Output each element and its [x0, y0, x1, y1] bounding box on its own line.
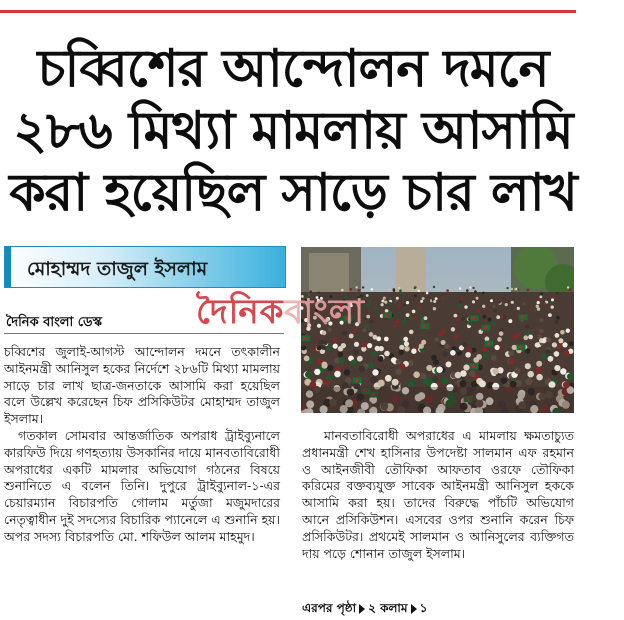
triangle-icon: [411, 604, 417, 614]
watermark-part-2: বাংলা: [284, 292, 366, 332]
left-paragraph-1: চব্বিশের জুলাই-আগস্ট আন্দোলন দমনে তৎকালীন আইনমন্ত্রী আনিসুল হকের নির্দেশে ২৮৬টি মিথ্যা মামলায় সাড়ে চার লাখ ছাত্র-জনতাকে আসামি করা হয়েছিল বলে উল্লেখ করেছেন চিফ প্রসিকিউটর মোহাম্মদ তাজুল ইসলাম।: [4, 344, 280, 427]
watermark-part-1: দৈনিক: [196, 292, 285, 332]
right-paragraph-1: মানবতাবিরোধী অপরাধের এ মামলায় ক্ষমতাচ্যুত প্রধানমন্ত্রী শেখ হাসিনার উপদেষ্টা সালমান এফ রহমান ও আইনজীবী তৌফিকা আফতাব ওরফে তৌফিকা করিমের বক্তব্যযুক্ত সাবেক আইনমন্ত্রী আনিসুল হককে আসামি করা হয়। তাদের বিরুদ্ধে পাঁচটি অভিযোগ আনে প্রসিকিউশন। এসবের ওপর শুনানি করেন চিফ প্রসিকিউটর। প্রথমেই সালমান ও আনিসুলের ব্যক্তিগত দায় পড়ে শোনান তাজুল ইসলাম।: [302, 428, 574, 561]
right-column: [302, 428, 574, 562]
newspaper-watermark: [196, 286, 365, 343]
byline-author: মোহাম্মদ তাজুল ইসলাম: [27, 258, 208, 280]
triangle-icon: [359, 604, 365, 614]
headline-line-1: চব্বিশের আন্দোলন দমনে: [37, 39, 549, 99]
continuation-col: ১: [419, 601, 428, 615]
left-column: [4, 344, 280, 546]
headline: [8, 38, 578, 224]
continuation-label: এরপর পৃষ্ঠা: [302, 601, 357, 615]
headline-line-2: ২৮৬ মিথ্যা মামলায় আসামি: [13, 101, 573, 161]
desk-label: দৈনিক বাংলা ডেস্ক: [6, 315, 102, 330]
top-rule: [0, 10, 576, 13]
continuation-note: [302, 600, 427, 620]
continuation-page: ২ কলাম: [368, 601, 408, 615]
byline-mark: [5, 247, 11, 287]
left-paragraph-2: গতকাল সোমবার আন্তর্জাতিক অপরাধ ট্রাইব্যুনালে কারফিউ দিয়ে গণহত্যায় উসকানির দায়ে মানবতাবিরোধী অপরাধের একটি মামলার অভিযোগ গঠনের বিষয়ে শুনানিতে এ বলেন তিনি। দুপুরে ট্রাইব্যুনাল-১-এর চেয়ারম্যান বিচারপতি গোলাম মর্তুজা মজুমদারের নেতৃত্বাধীন দুই সদস্যের বিচারিক প্যানেলে এ শুনানি হয়। অপর সদস্য বিচারপতি মো. শফিউল আলম মাহমুদ।: [4, 427, 280, 544]
headline-line-3: করা হয়েছিল সাড়ে চার লাখ: [9, 163, 577, 223]
byline-bar: [4, 246, 286, 288]
